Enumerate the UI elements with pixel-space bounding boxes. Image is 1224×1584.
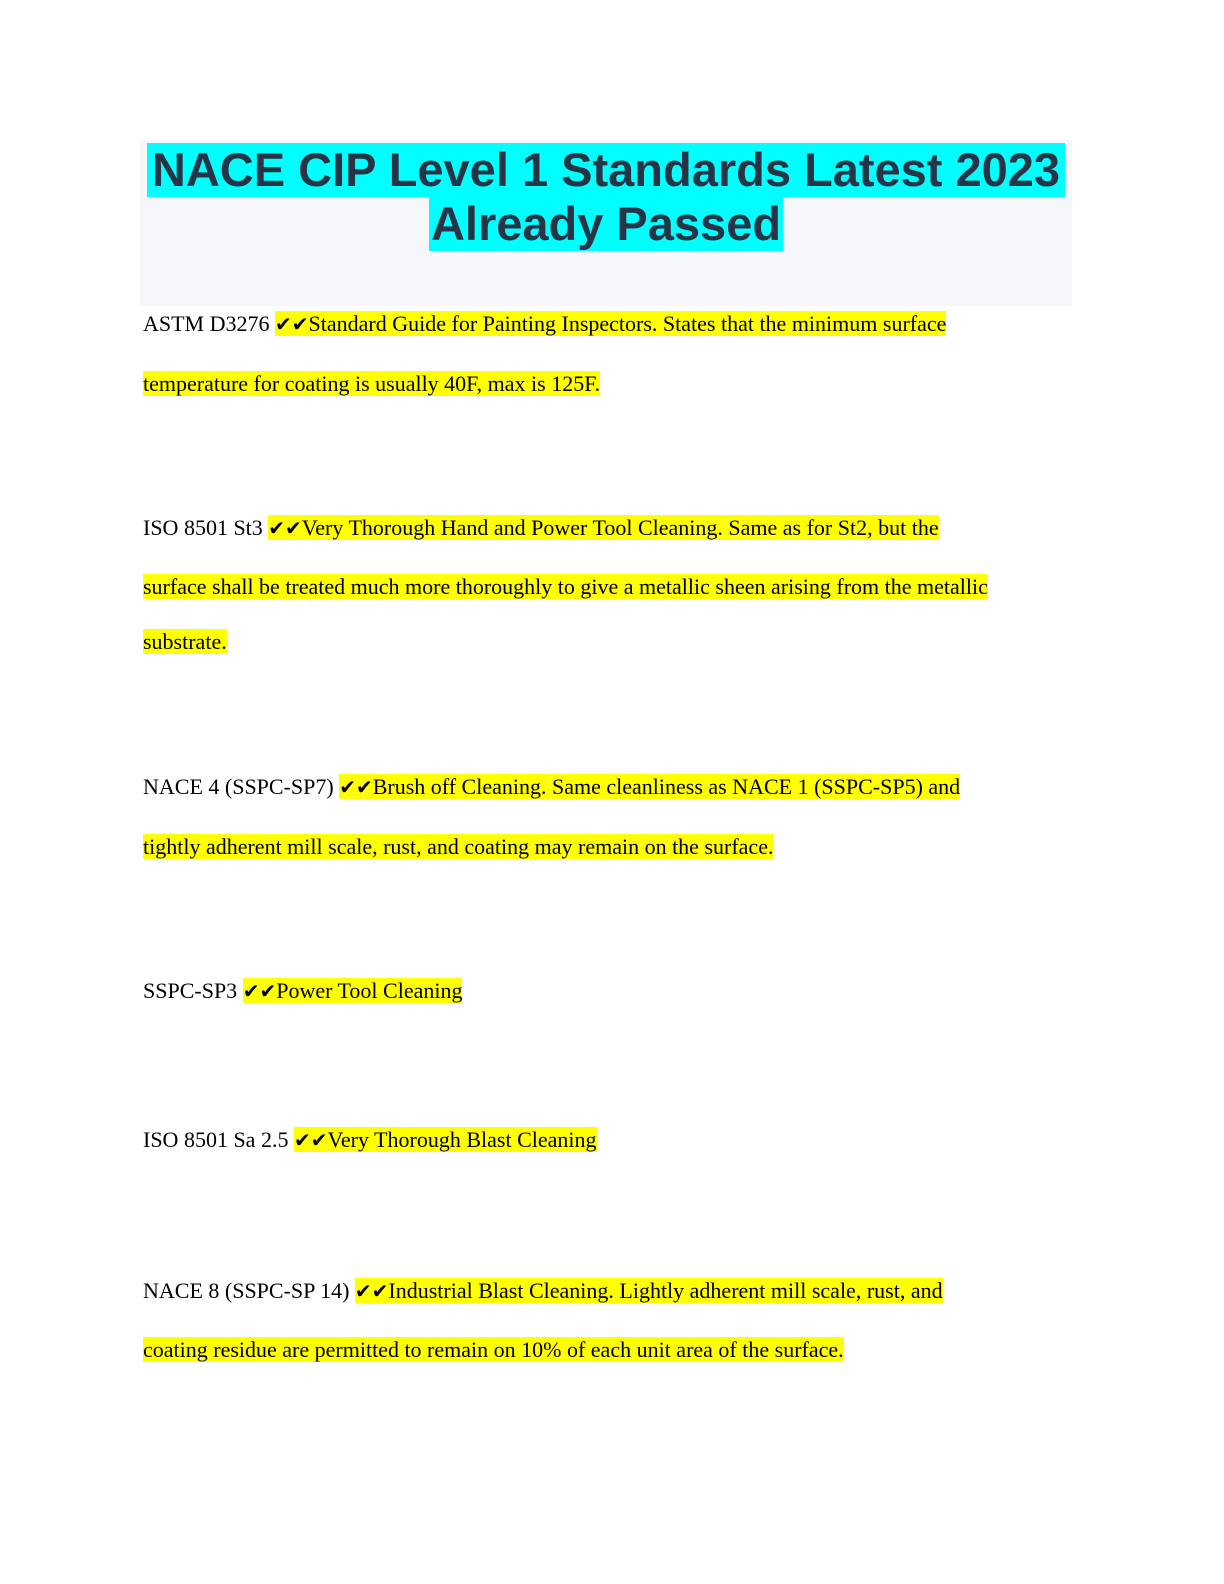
entry-answer-text: Standard Guide for Painting Inspectors. States that the minimum surface bbox=[308, 311, 947, 336]
entry-answer-highlight bbox=[243, 978, 463, 1003]
double-check-icon: ✔✔ bbox=[275, 312, 309, 336]
entry-answer-text: Industrial Blast Cleaning. Lightly adherent mill scale, rust, and bbox=[388, 1278, 943, 1303]
entry-answer-text: Power Tool Cleaning bbox=[276, 978, 463, 1003]
page-title-line-1: NACE CIP Level 1 Standards Latest 2023 bbox=[147, 143, 1065, 197]
entry-term: ASTM D3276 bbox=[143, 311, 270, 336]
entry-term: NACE 8 (SSPC-SP 14) bbox=[143, 1278, 350, 1303]
entry-line bbox=[143, 1275, 943, 1307]
entry-line bbox=[143, 512, 939, 544]
entry-answer-text: Brush off Cleaning. Same cleanliness as NACE 1 (SSPC-SP5) and bbox=[372, 774, 961, 799]
entry-line bbox=[143, 368, 600, 400]
page-title-line-2: Already Passed bbox=[430, 197, 782, 250]
entry-term: ISO 8501 St3 bbox=[143, 515, 263, 540]
entry-line bbox=[143, 1124, 597, 1156]
entry-answer-highlight bbox=[355, 1278, 943, 1303]
entry-line bbox=[143, 831, 773, 863]
entry-line bbox=[143, 771, 960, 803]
entry-answer-highlight bbox=[275, 311, 946, 336]
entry-answer-text: Very Thorough Hand and Power Tool Cleaning. Same as for St2, but the bbox=[301, 515, 939, 540]
entry-answer-text: Very Thorough Blast Cleaning bbox=[327, 1127, 597, 1152]
entry-answer-text: surface shall be treated much more thoroughly to give a metallic sheen arising from the metallic bbox=[143, 574, 988, 599]
entry-line bbox=[143, 1334, 844, 1366]
entry-answer-text: substrate. bbox=[143, 629, 227, 654]
entry-line bbox=[143, 626, 227, 658]
entry-answer-highlight bbox=[339, 774, 960, 799]
entry-line bbox=[143, 571, 988, 603]
entry-answer-text: tightly adherent mill scale, rust, and coating may remain on the surface. bbox=[143, 834, 774, 859]
double-check-icon: ✔✔ bbox=[354, 1279, 389, 1303]
title-block bbox=[140, 140, 1072, 306]
entry-answer-highlight bbox=[268, 515, 938, 540]
entry-term: NACE 4 (SSPC-SP7) bbox=[143, 774, 334, 799]
double-check-icon: ✔✔ bbox=[339, 775, 373, 799]
entry-answer-text: temperature for coating is usually 40F, max is 125F. bbox=[143, 371, 601, 396]
entry-term: ISO 8501 Sa 2.5 bbox=[143, 1127, 289, 1152]
double-check-icon: ✔✔ bbox=[242, 979, 277, 1003]
entry-term: SSPC-SP3 bbox=[143, 978, 238, 1003]
double-check-icon: ✔✔ bbox=[268, 516, 302, 540]
entry-answer-highlight bbox=[294, 1127, 597, 1152]
entry-line bbox=[143, 308, 946, 340]
double-check-icon: ✔✔ bbox=[293, 1128, 328, 1152]
entry-line bbox=[143, 975, 462, 1007]
entry-answer-text: coating residue are permitted to remain on 10% of each unit area of the surface. bbox=[143, 1337, 844, 1362]
